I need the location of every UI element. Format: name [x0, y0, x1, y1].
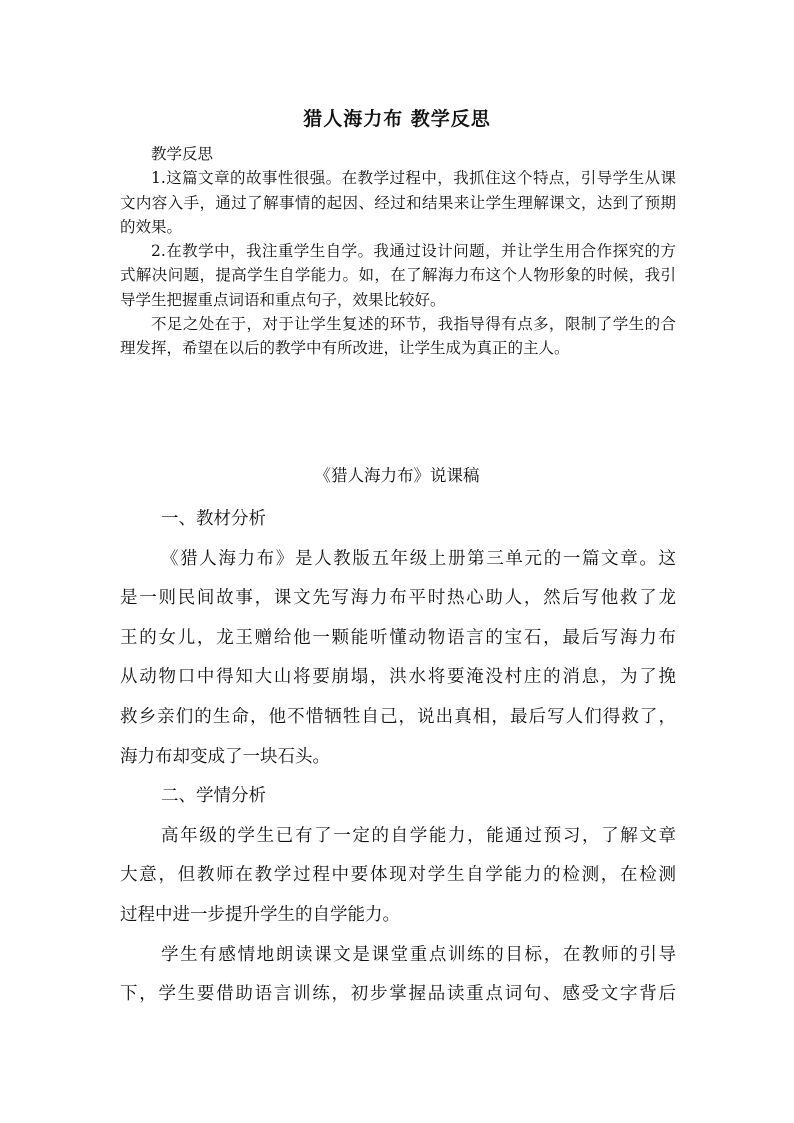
paragraph-line: 救乡亲们的生命，他不惜牺牲自己，说出真相，最后写人们得救了，	[120, 706, 676, 727]
reflection-section	[120, 142, 676, 361]
paragraph-line: 过程中进一步提升学生的自学能力。	[120, 904, 400, 925]
paragraph-line: 导学生把握重点词语和重点句子，效果比较好。	[120, 290, 446, 309]
lecture-title: 《猎人海力布》说课稿	[314, 466, 480, 485]
paragraph-line: 理发挥，希望在以后的教学中有所改进，让学生成为真正的主人。	[120, 339, 570, 358]
reflection-heading: 教学反思	[151, 145, 214, 163]
paragraph-line: 式解决问题，提高学生自学能力。如，在了解海力布这个人物形象的时候，我引	[120, 266, 676, 285]
paragraph-line: 大意，但教师在教学过程中要体现对学生自学能力的检测，在检测	[120, 865, 676, 886]
paragraph-line: 高年级的学生已有了一定的自学能力，能通过预习，了解文章	[161, 825, 676, 846]
paragraph-line: 《猎人海力布》是人教版五年级上册第三单元的一篇文章。这	[161, 548, 676, 569]
paragraph-line: 从动物口中得知大山将要崩塌，洪水将要淹没村庄的消息，为了挽	[120, 667, 676, 688]
paragraph-line: 王的女儿，龙王赠给他一颗能听懂动物语言的宝石，最后写海力布	[120, 627, 676, 648]
paragraph-line: 不足之处在于，对于让学生复述的环节，我指导得有点多，限制了学生的合	[151, 315, 676, 334]
section-heading: 一、教材分析	[161, 509, 266, 529]
paragraph-line: 的效果。	[120, 217, 183, 236]
paragraph-line: 1.这篇文章的故事性很强。在教学过程中，我抓住这个特点，引导学生从课	[151, 169, 676, 188]
paragraph-line: 文内容入手，通过了解事情的起因、经过和结果来让学生理解课文，达到了预期	[120, 193, 676, 212]
paragraph-line: 海力布却变成了一块石头。	[120, 746, 330, 767]
paragraph-line: 下，学生要借助语言训练，初步掌握品读重点词句、感受文字背后	[120, 984, 676, 1005]
section-heading: 二、学情分析	[161, 786, 266, 807]
lecture-section	[120, 500, 676, 1015]
paragraph-line: 是一则民间故事，课文先写海力布平时热心助人，然后写他救了龙	[120, 588, 676, 609]
paragraph-line: 2.在教学中，我注重学生自学。我通过设计问题，并让学生用合作探究的方	[151, 242, 676, 261]
paragraph-line: 学生有感情地朗读课文是课堂重点训练的目标，在教师的引导	[161, 944, 676, 965]
document-title: 猎人海力布 教学反思	[303, 108, 491, 130]
